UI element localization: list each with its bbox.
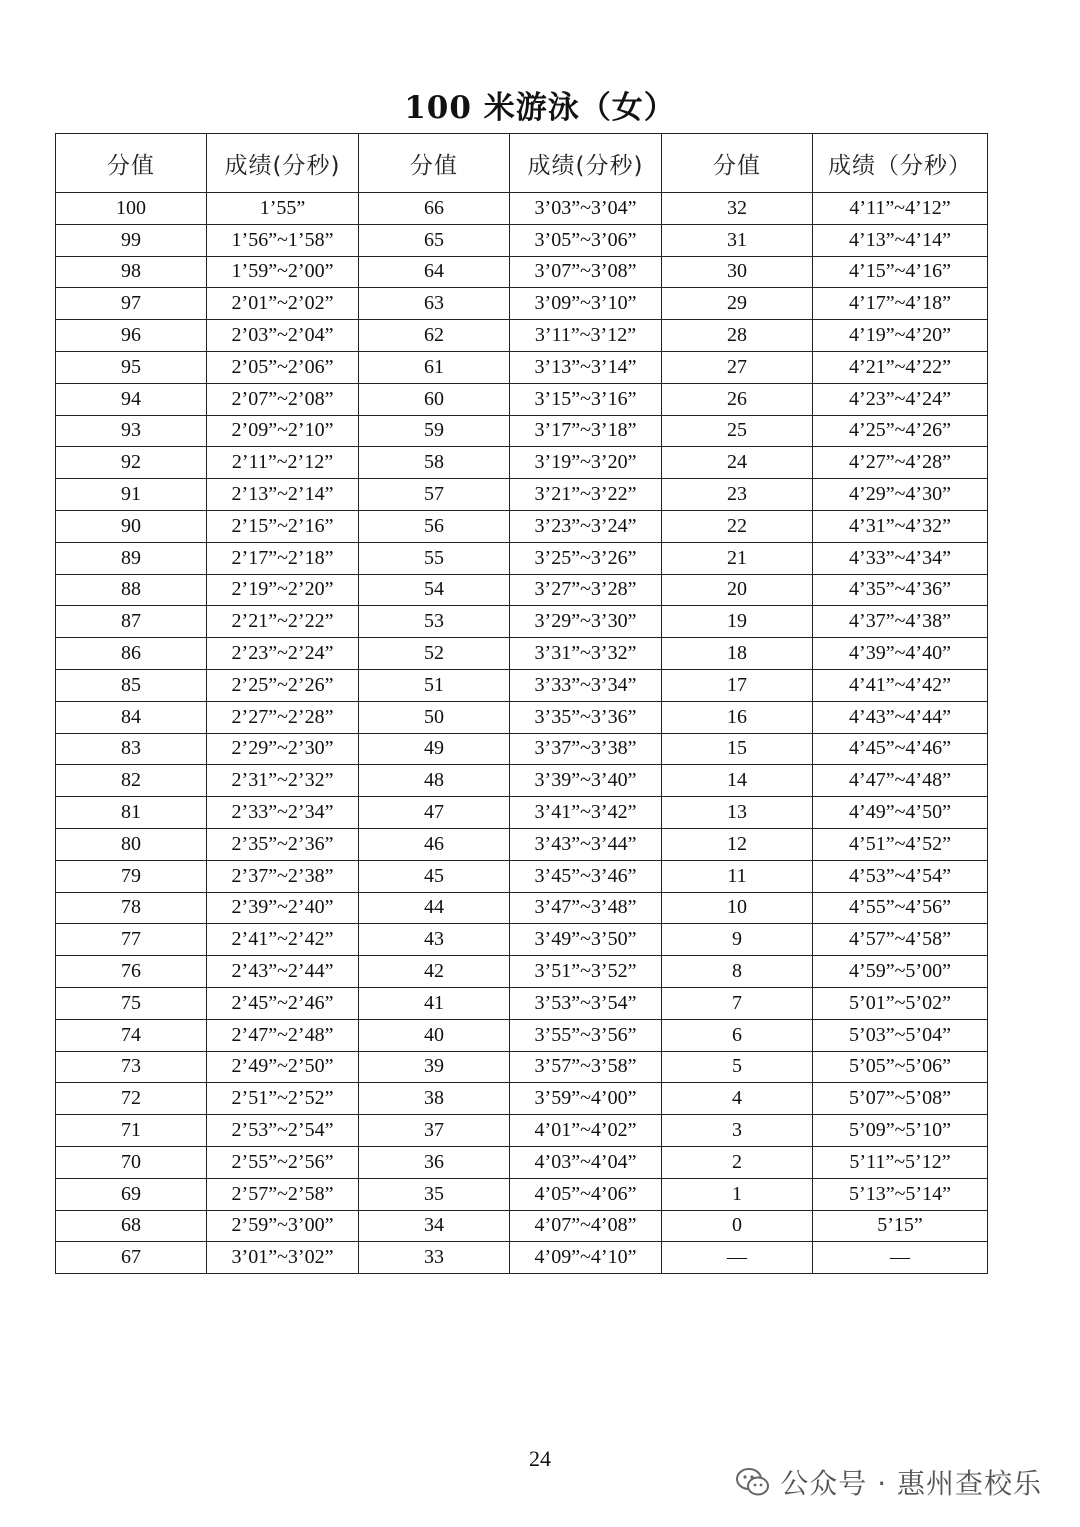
result-cell: 3’27”~3’28” xyxy=(510,574,662,606)
score-cell: 56 xyxy=(359,510,510,542)
score-cell: 27 xyxy=(662,351,813,383)
score-cell: 40 xyxy=(359,1019,510,1051)
result-cell: 2’41”~2’42” xyxy=(207,924,359,956)
table-row xyxy=(56,383,988,415)
result-cell: 5’07”~5’08” xyxy=(813,1083,988,1115)
result-cell: 3’35”~3’36” xyxy=(510,701,662,733)
table-row xyxy=(56,701,988,733)
result-cell: 4’05”~4’06” xyxy=(510,1178,662,1210)
result-cell: 3’25”~3’26” xyxy=(510,542,662,574)
score-cell: 74 xyxy=(56,1019,207,1051)
result-cell: 2’27”~2’28” xyxy=(207,701,359,733)
table-row xyxy=(56,828,988,860)
result-cell: 2’49”~2’50” xyxy=(207,1051,359,1083)
result-cell: 3’53”~3’54” xyxy=(510,987,662,1019)
score-cell: 5 xyxy=(662,1051,813,1083)
result-cell: 3’07”~3’08” xyxy=(510,256,662,288)
result-cell: 2’57”~2’58” xyxy=(207,1178,359,1210)
score-cell: 85 xyxy=(56,669,207,701)
score-cell: 14 xyxy=(662,765,813,797)
result-cell: 3’01”~3’02” xyxy=(207,1242,359,1274)
result-cell: 2’11”~2’12” xyxy=(207,447,359,479)
result-cell: 3’49”~3’50” xyxy=(510,924,662,956)
score-cell: 78 xyxy=(56,892,207,924)
score-cell: — xyxy=(662,1242,813,1274)
result-cell: 3’59”~4’00” xyxy=(510,1083,662,1115)
score-cell: 18 xyxy=(662,638,813,670)
result-cell: 3’37”~3’38” xyxy=(510,733,662,765)
score-cell: 77 xyxy=(56,924,207,956)
table-row xyxy=(56,542,988,574)
header-result-1: 成绩(分秒) xyxy=(207,134,359,193)
result-cell: 4’01”~4’02” xyxy=(510,1115,662,1147)
table-row xyxy=(56,479,988,511)
score-cell: 10 xyxy=(662,892,813,924)
table-row xyxy=(56,224,988,256)
score-cell: 22 xyxy=(662,510,813,542)
score-cell: 82 xyxy=(56,765,207,797)
score-cell: 12 xyxy=(662,828,813,860)
table-row xyxy=(56,733,988,765)
result-cell: 4’47”~4’48” xyxy=(813,765,988,797)
score-cell: 94 xyxy=(56,383,207,415)
score-cell: 98 xyxy=(56,256,207,288)
result-cell: 2’33”~2’34” xyxy=(207,797,359,829)
score-cell: 17 xyxy=(662,669,813,701)
score-cell: 36 xyxy=(359,1146,510,1178)
table-body xyxy=(56,193,988,1274)
score-cell: 49 xyxy=(359,733,510,765)
score-cell: 48 xyxy=(359,765,510,797)
result-cell: 3’13”~3’14” xyxy=(510,351,662,383)
result-cell: 3’33”~3’34” xyxy=(510,669,662,701)
result-cell: 2’09”~2’10” xyxy=(207,415,359,447)
table-row xyxy=(56,447,988,479)
score-cell: 13 xyxy=(662,797,813,829)
result-cell: 4’51”~4’52” xyxy=(813,828,988,860)
score-cell: 19 xyxy=(662,606,813,638)
result-cell: 5’09”~5’10” xyxy=(813,1115,988,1147)
score-cell: 88 xyxy=(56,574,207,606)
result-cell: 5’05”~5’06” xyxy=(813,1051,988,1083)
result-cell: 2’17”~2’18” xyxy=(207,542,359,574)
result-cell: 3’39”~3’40” xyxy=(510,765,662,797)
score-cell: 39 xyxy=(359,1051,510,1083)
result-cell: 2’15”~2’16” xyxy=(207,510,359,542)
table-row xyxy=(56,860,988,892)
result-cell: 2’01”~2’02” xyxy=(207,288,359,320)
score-cell: 62 xyxy=(359,320,510,352)
result-cell: 3’51”~3’52” xyxy=(510,956,662,988)
table-row xyxy=(56,193,988,225)
score-cell: 86 xyxy=(56,638,207,670)
result-cell: 2’39”~2’40” xyxy=(207,892,359,924)
result-cell: 2’51”~2’52” xyxy=(207,1083,359,1115)
table-row xyxy=(56,1083,988,1115)
score-cell: 76 xyxy=(56,956,207,988)
result-cell: 3’47”~3’48” xyxy=(510,892,662,924)
result-cell: 5’11”~5’12” xyxy=(813,1146,988,1178)
score-cell: 43 xyxy=(359,924,510,956)
result-cell: 2’19”~2’20” xyxy=(207,574,359,606)
result-cell: — xyxy=(813,1242,988,1274)
result-cell: 5’03”~5’04” xyxy=(813,1019,988,1051)
result-cell: 2’53”~2’54” xyxy=(207,1115,359,1147)
score-cell: 87 xyxy=(56,606,207,638)
score-cell: 52 xyxy=(359,638,510,670)
score-cell: 41 xyxy=(359,987,510,1019)
score-cell: 92 xyxy=(56,447,207,479)
score-cell: 64 xyxy=(359,256,510,288)
table-row xyxy=(56,1178,988,1210)
score-cell: 42 xyxy=(359,956,510,988)
result-cell: 2’55”~2’56” xyxy=(207,1146,359,1178)
result-cell: 1’55” xyxy=(207,193,359,225)
result-cell: 2’59”~3’00” xyxy=(207,1210,359,1242)
score-cell: 51 xyxy=(359,669,510,701)
score-cell: 53 xyxy=(359,606,510,638)
result-cell: 4’57”~4’58” xyxy=(813,924,988,956)
score-cell: 21 xyxy=(662,542,813,574)
score-cell: 35 xyxy=(359,1178,510,1210)
score-cell: 66 xyxy=(359,193,510,225)
score-cell: 75 xyxy=(56,987,207,1019)
result-cell: 2’21”~2’22” xyxy=(207,606,359,638)
result-cell: 4’49”~4’50” xyxy=(813,797,988,829)
score-cell: 6 xyxy=(662,1019,813,1051)
result-cell: 3’55”~3’56” xyxy=(510,1019,662,1051)
result-cell: 3’17”~3’18” xyxy=(510,415,662,447)
table-row xyxy=(56,1146,988,1178)
header-result-3: 成绩（分秒） xyxy=(813,134,988,193)
score-cell: 30 xyxy=(662,256,813,288)
score-cell: 26 xyxy=(662,383,813,415)
result-cell: 4’33”~4’34” xyxy=(813,542,988,574)
score-cell: 9 xyxy=(662,924,813,956)
score-cell: 33 xyxy=(359,1242,510,1274)
result-cell: 3’43”~3’44” xyxy=(510,828,662,860)
result-cell: 2’43”~2’44” xyxy=(207,956,359,988)
result-cell: 4’15”~4’16” xyxy=(813,256,988,288)
score-cell: 46 xyxy=(359,828,510,860)
result-cell: 3’03”~3’04” xyxy=(510,193,662,225)
result-cell: 4’25”~4’26” xyxy=(813,415,988,447)
result-cell: 2’25”~2’26” xyxy=(207,669,359,701)
score-cell: 81 xyxy=(56,797,207,829)
table-row xyxy=(56,924,988,956)
score-cell: 44 xyxy=(359,892,510,924)
header-score-1: 分值 xyxy=(56,134,207,193)
result-cell: 3’21”~3’22” xyxy=(510,479,662,511)
result-cell: 4’41”~4’42” xyxy=(813,669,988,701)
score-cell: 23 xyxy=(662,479,813,511)
result-cell: 1’59”~2’00” xyxy=(207,256,359,288)
score-cell: 95 xyxy=(56,351,207,383)
score-cell: 70 xyxy=(56,1146,207,1178)
score-cell: 90 xyxy=(56,510,207,542)
score-cell: 3 xyxy=(662,1115,813,1147)
table-row xyxy=(56,510,988,542)
result-cell: 3’15”~3’16” xyxy=(510,383,662,415)
watermark-text: 公众号 · 惠州查校乐 xyxy=(780,1467,1042,1500)
result-cell: 2’03”~2’04” xyxy=(207,320,359,352)
score-cell: 24 xyxy=(662,447,813,479)
score-cell: 16 xyxy=(662,701,813,733)
result-cell: 2’37”~2’38” xyxy=(207,860,359,892)
score-cell: 29 xyxy=(662,288,813,320)
result-cell: 4’21”~4’22” xyxy=(813,351,988,383)
table-row xyxy=(56,320,988,352)
result-cell: 2’31”~2’32” xyxy=(207,765,359,797)
result-cell: 3’31”~3’32” xyxy=(510,638,662,670)
score-cell: 31 xyxy=(662,224,813,256)
result-cell: 3’57”~3’58” xyxy=(510,1051,662,1083)
header-score-3: 分值 xyxy=(662,134,813,193)
score-cell: 32 xyxy=(662,193,813,225)
score-cell: 45 xyxy=(359,860,510,892)
score-cell: 93 xyxy=(56,415,207,447)
score-cell: 0 xyxy=(662,1210,813,1242)
result-cell: 2’05”~2’06” xyxy=(207,351,359,383)
table-row xyxy=(56,351,988,383)
table-row xyxy=(56,574,988,606)
table-row xyxy=(56,797,988,829)
score-cell: 7 xyxy=(662,987,813,1019)
result-cell: 2’45”~2’46” xyxy=(207,987,359,1019)
score-cell: 67 xyxy=(56,1242,207,1274)
score-cell: 61 xyxy=(359,351,510,383)
score-cell: 91 xyxy=(56,479,207,511)
score-cell: 47 xyxy=(359,797,510,829)
table-row xyxy=(56,638,988,670)
score-cell: 71 xyxy=(56,1115,207,1147)
score-cell: 89 xyxy=(56,542,207,574)
result-cell: 4’23”~4’24” xyxy=(813,383,988,415)
score-cell: 25 xyxy=(662,415,813,447)
table-row xyxy=(56,1242,988,1274)
score-cell: 59 xyxy=(359,415,510,447)
result-cell: 4’43”~4’44” xyxy=(813,701,988,733)
result-cell: 2’13”~2’14” xyxy=(207,479,359,511)
result-cell: 4’55”~4’56” xyxy=(813,892,988,924)
result-cell: 3’45”~3’46” xyxy=(510,860,662,892)
result-cell: 4’03”~4’04” xyxy=(510,1146,662,1178)
page-title: 100 米游泳（女） xyxy=(404,90,676,126)
result-cell: 4’45”~4’46” xyxy=(813,733,988,765)
page-number: 24 xyxy=(529,1446,551,1471)
score-cell: 34 xyxy=(359,1210,510,1242)
score-cell: 57 xyxy=(359,479,510,511)
score-cell: 100 xyxy=(56,193,207,225)
result-cell: 3’23”~3’24” xyxy=(510,510,662,542)
table-row xyxy=(56,1051,988,1083)
result-cell: 2’23”~2’24” xyxy=(207,638,359,670)
score-cell: 80 xyxy=(56,828,207,860)
score-cell: 83 xyxy=(56,733,207,765)
result-cell: 4’13”~4’14” xyxy=(813,224,988,256)
score-cell: 28 xyxy=(662,320,813,352)
score-cell: 65 xyxy=(359,224,510,256)
result-cell: 2’07”~2’08” xyxy=(207,383,359,415)
table-row xyxy=(56,288,988,320)
result-cell: 4’53”~4’54” xyxy=(813,860,988,892)
result-cell: 3’09”~3’10” xyxy=(510,288,662,320)
result-cell: 5’15” xyxy=(813,1210,988,1242)
score-cell: 15 xyxy=(662,733,813,765)
score-cell: 73 xyxy=(56,1051,207,1083)
table-row xyxy=(56,1115,988,1147)
result-cell: 5’01”~5’02” xyxy=(813,987,988,1019)
score-cell: 63 xyxy=(359,288,510,320)
result-cell: 4’37”~4’38” xyxy=(813,606,988,638)
result-cell: 4’07”~4’08” xyxy=(510,1210,662,1242)
result-cell: 2’35”~2’36” xyxy=(207,828,359,860)
result-cell: 4’11”~4’12” xyxy=(813,193,988,225)
table-row xyxy=(56,669,988,701)
result-cell: 4’27”~4’28” xyxy=(813,447,988,479)
score-cell: 68 xyxy=(56,1210,207,1242)
table-row xyxy=(56,956,988,988)
score-cell: 11 xyxy=(662,860,813,892)
result-cell: 3’11”~3’12” xyxy=(510,320,662,352)
result-cell: 4’59”~5’00” xyxy=(813,956,988,988)
result-cell: 2’47”~2’48” xyxy=(207,1019,359,1051)
table-row xyxy=(56,1210,988,1242)
score-cell: 38 xyxy=(359,1083,510,1115)
score-cell: 79 xyxy=(56,860,207,892)
score-cell: 60 xyxy=(359,383,510,415)
score-cell: 69 xyxy=(56,1178,207,1210)
result-cell: 3’29”~3’30” xyxy=(510,606,662,638)
score-cell: 96 xyxy=(56,320,207,352)
score-cell: 72 xyxy=(56,1083,207,1115)
score-cell: 54 xyxy=(359,574,510,606)
score-cell: 97 xyxy=(56,288,207,320)
header-result-2: 成绩(分秒) xyxy=(510,134,662,193)
table-row xyxy=(56,892,988,924)
table-row xyxy=(56,1019,988,1051)
score-cell: 58 xyxy=(359,447,510,479)
result-cell: 2’29”~2’30” xyxy=(207,733,359,765)
table-row xyxy=(56,415,988,447)
table-row xyxy=(56,765,988,797)
score-cell: 20 xyxy=(662,574,813,606)
table-row xyxy=(56,256,988,288)
result-cell: 4’19”~4’20” xyxy=(813,320,988,352)
score-cell: 1 xyxy=(662,1178,813,1210)
table-header-row xyxy=(56,134,988,193)
result-cell: 4’29”~4’30” xyxy=(813,479,988,511)
score-cell: 37 xyxy=(359,1115,510,1147)
result-cell: 4’35”~4’36” xyxy=(813,574,988,606)
score-cell: 8 xyxy=(662,956,813,988)
result-cell: 4’31”~4’32” xyxy=(813,510,988,542)
score-table xyxy=(55,133,988,1274)
watermark xyxy=(736,1462,1042,1502)
result-cell: 3’05”~3’06” xyxy=(510,224,662,256)
score-cell: 4 xyxy=(662,1083,813,1115)
table-row xyxy=(56,606,988,638)
wechat-icon xyxy=(736,1467,770,1497)
header-score-2: 分值 xyxy=(359,134,510,193)
table-row xyxy=(56,987,988,1019)
result-cell: 4’09”~4’10” xyxy=(510,1242,662,1274)
score-cell: 99 xyxy=(56,224,207,256)
score-cell: 2 xyxy=(662,1146,813,1178)
score-cell: 84 xyxy=(56,701,207,733)
result-cell: 3’41”~3’42” xyxy=(510,797,662,829)
result-cell: 5’13”~5’14” xyxy=(813,1178,988,1210)
score-cell: 50 xyxy=(359,701,510,733)
score-cell: 55 xyxy=(359,542,510,574)
result-cell: 1’56”~1’58” xyxy=(207,224,359,256)
result-cell: 3’19”~3’20” xyxy=(510,447,662,479)
result-cell: 4’39”~4’40” xyxy=(813,638,988,670)
result-cell: 4’17”~4’18” xyxy=(813,288,988,320)
